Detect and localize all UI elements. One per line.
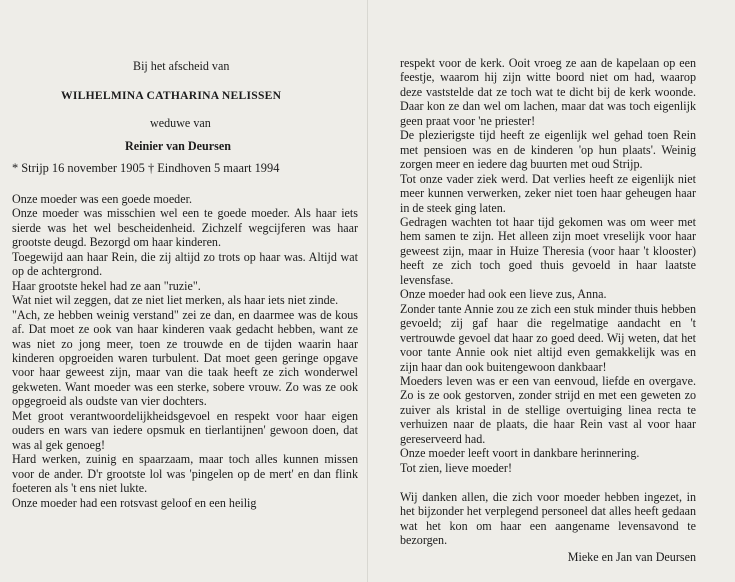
right-text (400, 56, 696, 564)
card-fold (367, 0, 368, 582)
paragraph: Onze moeder was misschien wel een te goede moeder. Als haar iets sierde was het wel bescheidenheid. Zichzelf wegcijferen was haar grootste deugd. Bezorgd om haar kinderen. (12, 206, 358, 250)
signature: Mieke en Jan van Deursen (567, 549, 696, 564)
paragraph: Wat niet wil zeggen, dat ze niet liet merken, als haar iets niet zinde. (12, 293, 339, 308)
paragraph: Met groot verantwoordelijkheidsgevoel en respekt voor haar eigen ouders en wars van iedere opsmuk en tierlantijnen' gewoon doen, dat was al gek genoeg! (12, 408, 358, 452)
paragraph: respekt voor de kerk. Ooit vroeg ze aan de kapelaan op een feestje, waarom hij zijn witte boord niet om had, waarop deze vaststelde dat ze toch wat te dicht bij de kerk woonde. Daar kon ze dan wel om lachen, maar dat was toch eigenlijk geen praat voor 'ne priester! (400, 56, 696, 128)
paragraph: Toegewijd aan haar Rein, die zij altijd zo trots op haar was. Altijd wat op de achtergrond. (12, 249, 358, 279)
widow-of-line: weduwe van (150, 116, 211, 130)
paragraph: Onze moeder had een rotsvast geloof en een heilig (12, 495, 257, 510)
paragraph: Tot onze vader ziek werd. Dat verlies heeft ze eigenlijk niet meer kunnen verwerken, zeker niet toen haar geheugen haar in de steek ging laten. (400, 171, 696, 215)
paragraph: Tot zien, lieve moeder! (400, 460, 512, 475)
spacer (400, 475, 696, 490)
closing-paragraph: Wij danken allen, die zich voor moeder hebben ingezet, in het bijzonder het verplegend personeel dat alles heeft gedaan wat het kon om haar een aangename levensavond te bezorgen. (400, 489, 696, 548)
paragraph: Onze moeder leeft voort in dankbare herinnering. (400, 446, 640, 461)
paragraph: Zonder tante Annie zou ze zich een stuk minder thuis hebben gevoeld; zij gaf haar die regelmatige aandacht en 't vertrouwde gevoel dat haar zo goed deed. Wij weten, dat het voor tante Annie ook niet altijd even gemakkelijk was en zijn haar dan ook buitengewoon dankbaar! (400, 301, 696, 374)
deceased-name: WILHELMINA CATHARINA NELISSEN (61, 89, 282, 102)
paragraph: Moeders leven was er een van eenvoud, liefde en overgave. Zo is ze ook gestorven, zonder strijd en met een geweten zo zuiver als kristal in de stellige overtuiging linea recta te verhuizen naar de plaats, die haar Rein vast al voor haar gereserveerd had. (400, 373, 696, 446)
paragraph: Onze moeder had ook een lieve zus, Anna. (400, 287, 607, 302)
paragraph: De plezierigste tijd heeft ze eigenlijk wel gehad toen Rein met pensioen was en de kinderen 'op hun plaats'. Weinig zorgen meer en iedere dag buurten met oud Strijp. (400, 128, 696, 172)
paragraph: Hard werken, zuinig en spaarzaam, maar toch alles kunnen missen voor de ander. D'r grootste lol was 'pingelen op de mert' en dan flink foeteren als 't ens niet lukte. (12, 452, 358, 496)
paragraph: Gedragen wachten tot haar tijd gekomen was om weer met hem samen te zijn. Het alleen zijn moet vreselijk voor haar geweest zijn, maar in Huize Theresia (voor haar 't klooster) heeft ze zich toch goed thuis gevoeld in haar laatste levensfase. (400, 214, 696, 287)
left-text (12, 192, 358, 510)
spouse-name: Reinier van Deursen (125, 139, 231, 153)
intro-line: Bij het afscheid van (133, 59, 230, 73)
paragraph: "Ach, ze hebben weinig verstand" zei ze dan, en daarmee was de kous af. Dat moet ze ook van haar kinderen vaak gedacht hebben, want ze was niet zo jong meer, toen ze trouwde en de tijden waarin haar kinderen opgroeiden waren turbulent. Dat moet geen geringe opgave voor haar geweest zijn, maar van die taak heeft ze zich wonderwel gekweten. Want moeder was een sterke, sobere vrouw. Zo was ze ook opgegroeid als oudste van vier dochters. (12, 307, 358, 409)
paragraph: Haar grootste hekel had ze aan "ruzie". (12, 278, 201, 293)
paragraph: Onze moeder was een goede moeder. (12, 192, 192, 206)
birth-death-dates: * Strijp 16 november 1905 † Eindhoven 5 maart 1994 (12, 161, 280, 175)
